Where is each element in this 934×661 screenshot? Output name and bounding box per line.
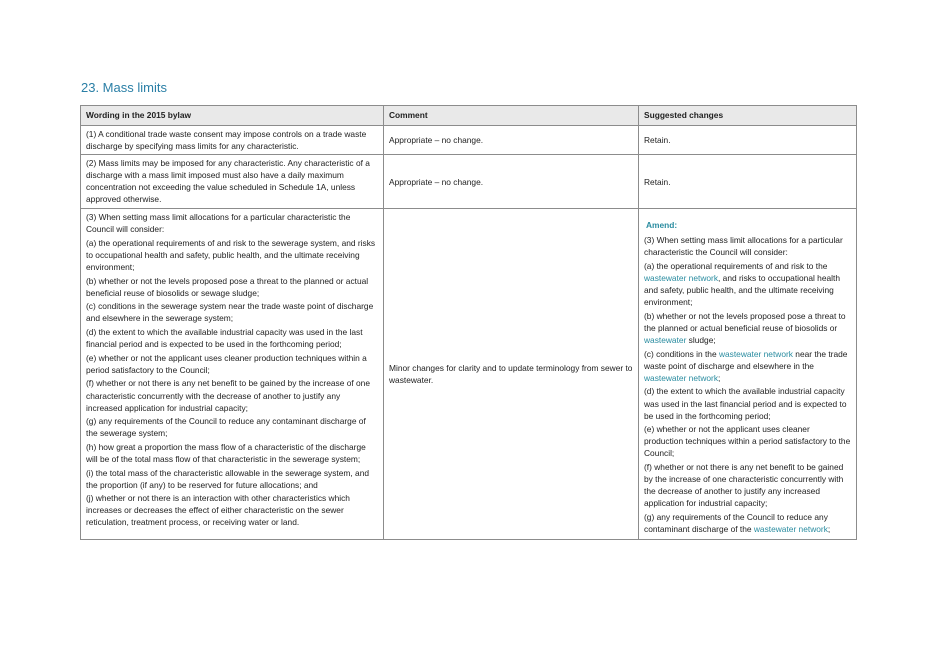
amend-label: Amend: [646,220,678,231]
suggested-paragraph: (a) the operational requirements of and risk to the wastewater network, and risks to occupational health and safety, public health, and the ultimate receiving environment; [644,260,840,308]
wording-paragraph: (c) conditions in the sewerage system near the trade waste point of discharge and elsewhere in the sewerage system; [86,301,374,324]
suggested-cell: Retain. [639,155,857,209]
wording-cell: (2) Mass limits may be imposed for any characteristic. Any characteristic of a discharge with a mass limit imposed must also have a daily maximum concentration not exceeding the value scheduled in Schedule 1A, unless approved otherwise. [81,155,384,209]
column-header-comment: Comment [384,106,639,126]
amended-term: wastewater network [753,523,828,534]
comment-cell: Appropriate – no change. [384,155,639,209]
suggested-paragraph: (3) When setting mass limit allocations for a particular characteristic the Council will consider: [644,235,843,258]
amended-term: wastewater network [644,372,719,383]
suggested-paragraph: (e) whether or not the applicant uses cleaner production techniques within a period satisfactory to the Council; [644,424,851,459]
wording-paragraph: (j) whether or not there is an interaction with other characteristics which increases or decreases the effect of either characteristic on the sewer reticulation, treatment process, or receiving water or land. [86,493,350,528]
suggested-paragraph: (b) whether or not the levels proposed pose a threat to the planned or actual beneficial reuse of biosolids or wastewater sludge; [644,310,846,346]
amended-term: wastewater [644,335,687,346]
wording-paragraph: (f) whether or not there is any net benefit to be gained by the increase of one characteristic concurrently with the decrease of another to justify any increased application for industrial capacity; [86,378,370,413]
wording-paragraph: (e) whether or not the applicant uses cleaner production techniques within a period satisfactory to the Council; [86,352,367,375]
section-title: 23. Mass limits [81,80,167,95]
wording-paragraph: (g) any requirements of the Council to reduce any contaminant discharge of the sewerage system; [86,416,366,439]
suggested-paragraph: (c) conditions in the wastewater network near the trade waste point of discharge and elsewhere in the wastewater network; [644,348,848,383]
wording-paragraph: (3) When setting mass limit allocations for a particular characteristic the Council will consider: [86,212,351,235]
table-header-row [81,106,857,126]
wording-cell [81,209,384,539]
wording-paragraph: (h) how great a proportion the mass flow of a characteristic of the discharge will be of the total mass flow of that characteristic in the sewerage system; [86,441,366,464]
comment-cell: Appropriate – no change. [384,126,639,155]
table-row [81,209,857,539]
table-row [81,155,857,209]
wording-paragraph: (b) whether or not the levels proposed pose a threat to the planned or actual beneficial reuse of biosolids or sewage sludge; [86,275,369,298]
column-header-wording: Wording in the 2015 bylaw [81,106,384,126]
suggested-cell: Retain. [639,126,857,155]
amended-term: wastewater network [718,348,793,359]
comment-cell: Minor changes for clarity and to update terminology from sewer to wastewater. [384,209,639,539]
table-row [81,126,857,155]
suggested-paragraph: (g) any requirements of the Council to reduce any contaminant discharge of the wastewater network; [644,511,831,534]
wording-paragraph: (i) the total mass of the characteristic allowable in the sewerage system, and the proportion (if any) to be reserved for future allocations; and [86,467,370,490]
wording-paragraph: (a) the operational requirements of and risk to the sewerage system, and risks to occupational health and safety, public health, and the ultimate receiving environment; [86,237,376,273]
suggested-paragraph: (d) the extent to which the available industrial capacity was used in the last financial period and is expected to be used in the forthcoming period; [644,386,847,421]
column-header-suggested: Suggested changes [639,106,857,126]
suggested-cell [639,209,857,539]
wording-paragraph: (d) the extent to which the available industrial capacity was used in the last financial period and is expected to be used in the forthcoming period; [86,327,363,350]
amended-term: wastewater network [644,273,719,284]
suggested-paragraph: (f) whether or not there is any net benefit to be gained by the increase of one characteristic concurrently with the decrease of another to justify any increased application for industrial capacity; [644,461,844,509]
mass-limits-table [80,105,857,540]
wording-cell: (1) A conditional trade waste consent may impose controls on a trade waste discharge by specifying mass limits for any characteristic. [81,126,384,155]
